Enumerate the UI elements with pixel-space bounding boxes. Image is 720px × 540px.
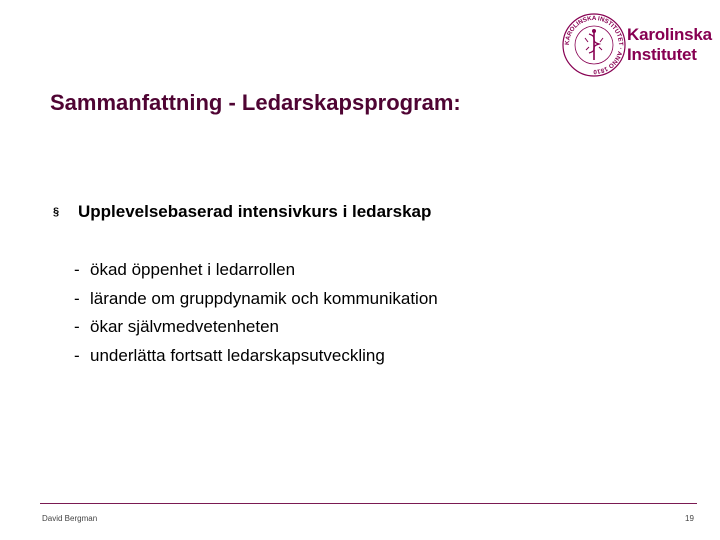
logo-wordmark-line1: Karolinska: [627, 25, 712, 44]
dash-marker: -: [74, 260, 80, 279]
karolinska-seal-icon: [561, 12, 627, 78]
dash-marker: -: [74, 317, 80, 336]
list-item: [74, 289, 438, 318]
footer-divider: [40, 503, 697, 504]
sub-bullet-list: [74, 260, 438, 374]
logo-wordmark-line2: Institutet: [627, 45, 697, 64]
dash-marker: -: [74, 345, 80, 365]
list-item-text: ökar självmedvetenheten: [90, 317, 280, 336]
main-bullet: [53, 202, 431, 222]
list-item: [74, 260, 438, 289]
dash-marker: -: [74, 288, 80, 308]
list-item-text: underlätta fortsatt ledarskapsutveckling: [90, 345, 385, 365]
page-number: 19: [685, 514, 694, 523]
bullet-marker: §: [53, 206, 60, 218]
main-bullet-text: Upplevelsebaserad intensivkurs i ledarskap: [78, 202, 432, 221]
seal-text: KAROLINSKA INSTITUTET · ANNO 1810: [563, 14, 625, 76]
logo-wordmark: [627, 25, 712, 65]
list-item: [74, 317, 438, 346]
footer-author: David Bergman: [42, 514, 98, 523]
karolinska-logo: [561, 12, 712, 78]
list-item-text: lärande om gruppdynamik och kommunikation: [90, 288, 438, 308]
list-item: [74, 346, 438, 375]
list-item-text: ökad öppenhet i ledarrollen: [90, 260, 296, 279]
slide-title: Sammanfattning - Ledarskapsprogram:: [50, 90, 461, 115]
